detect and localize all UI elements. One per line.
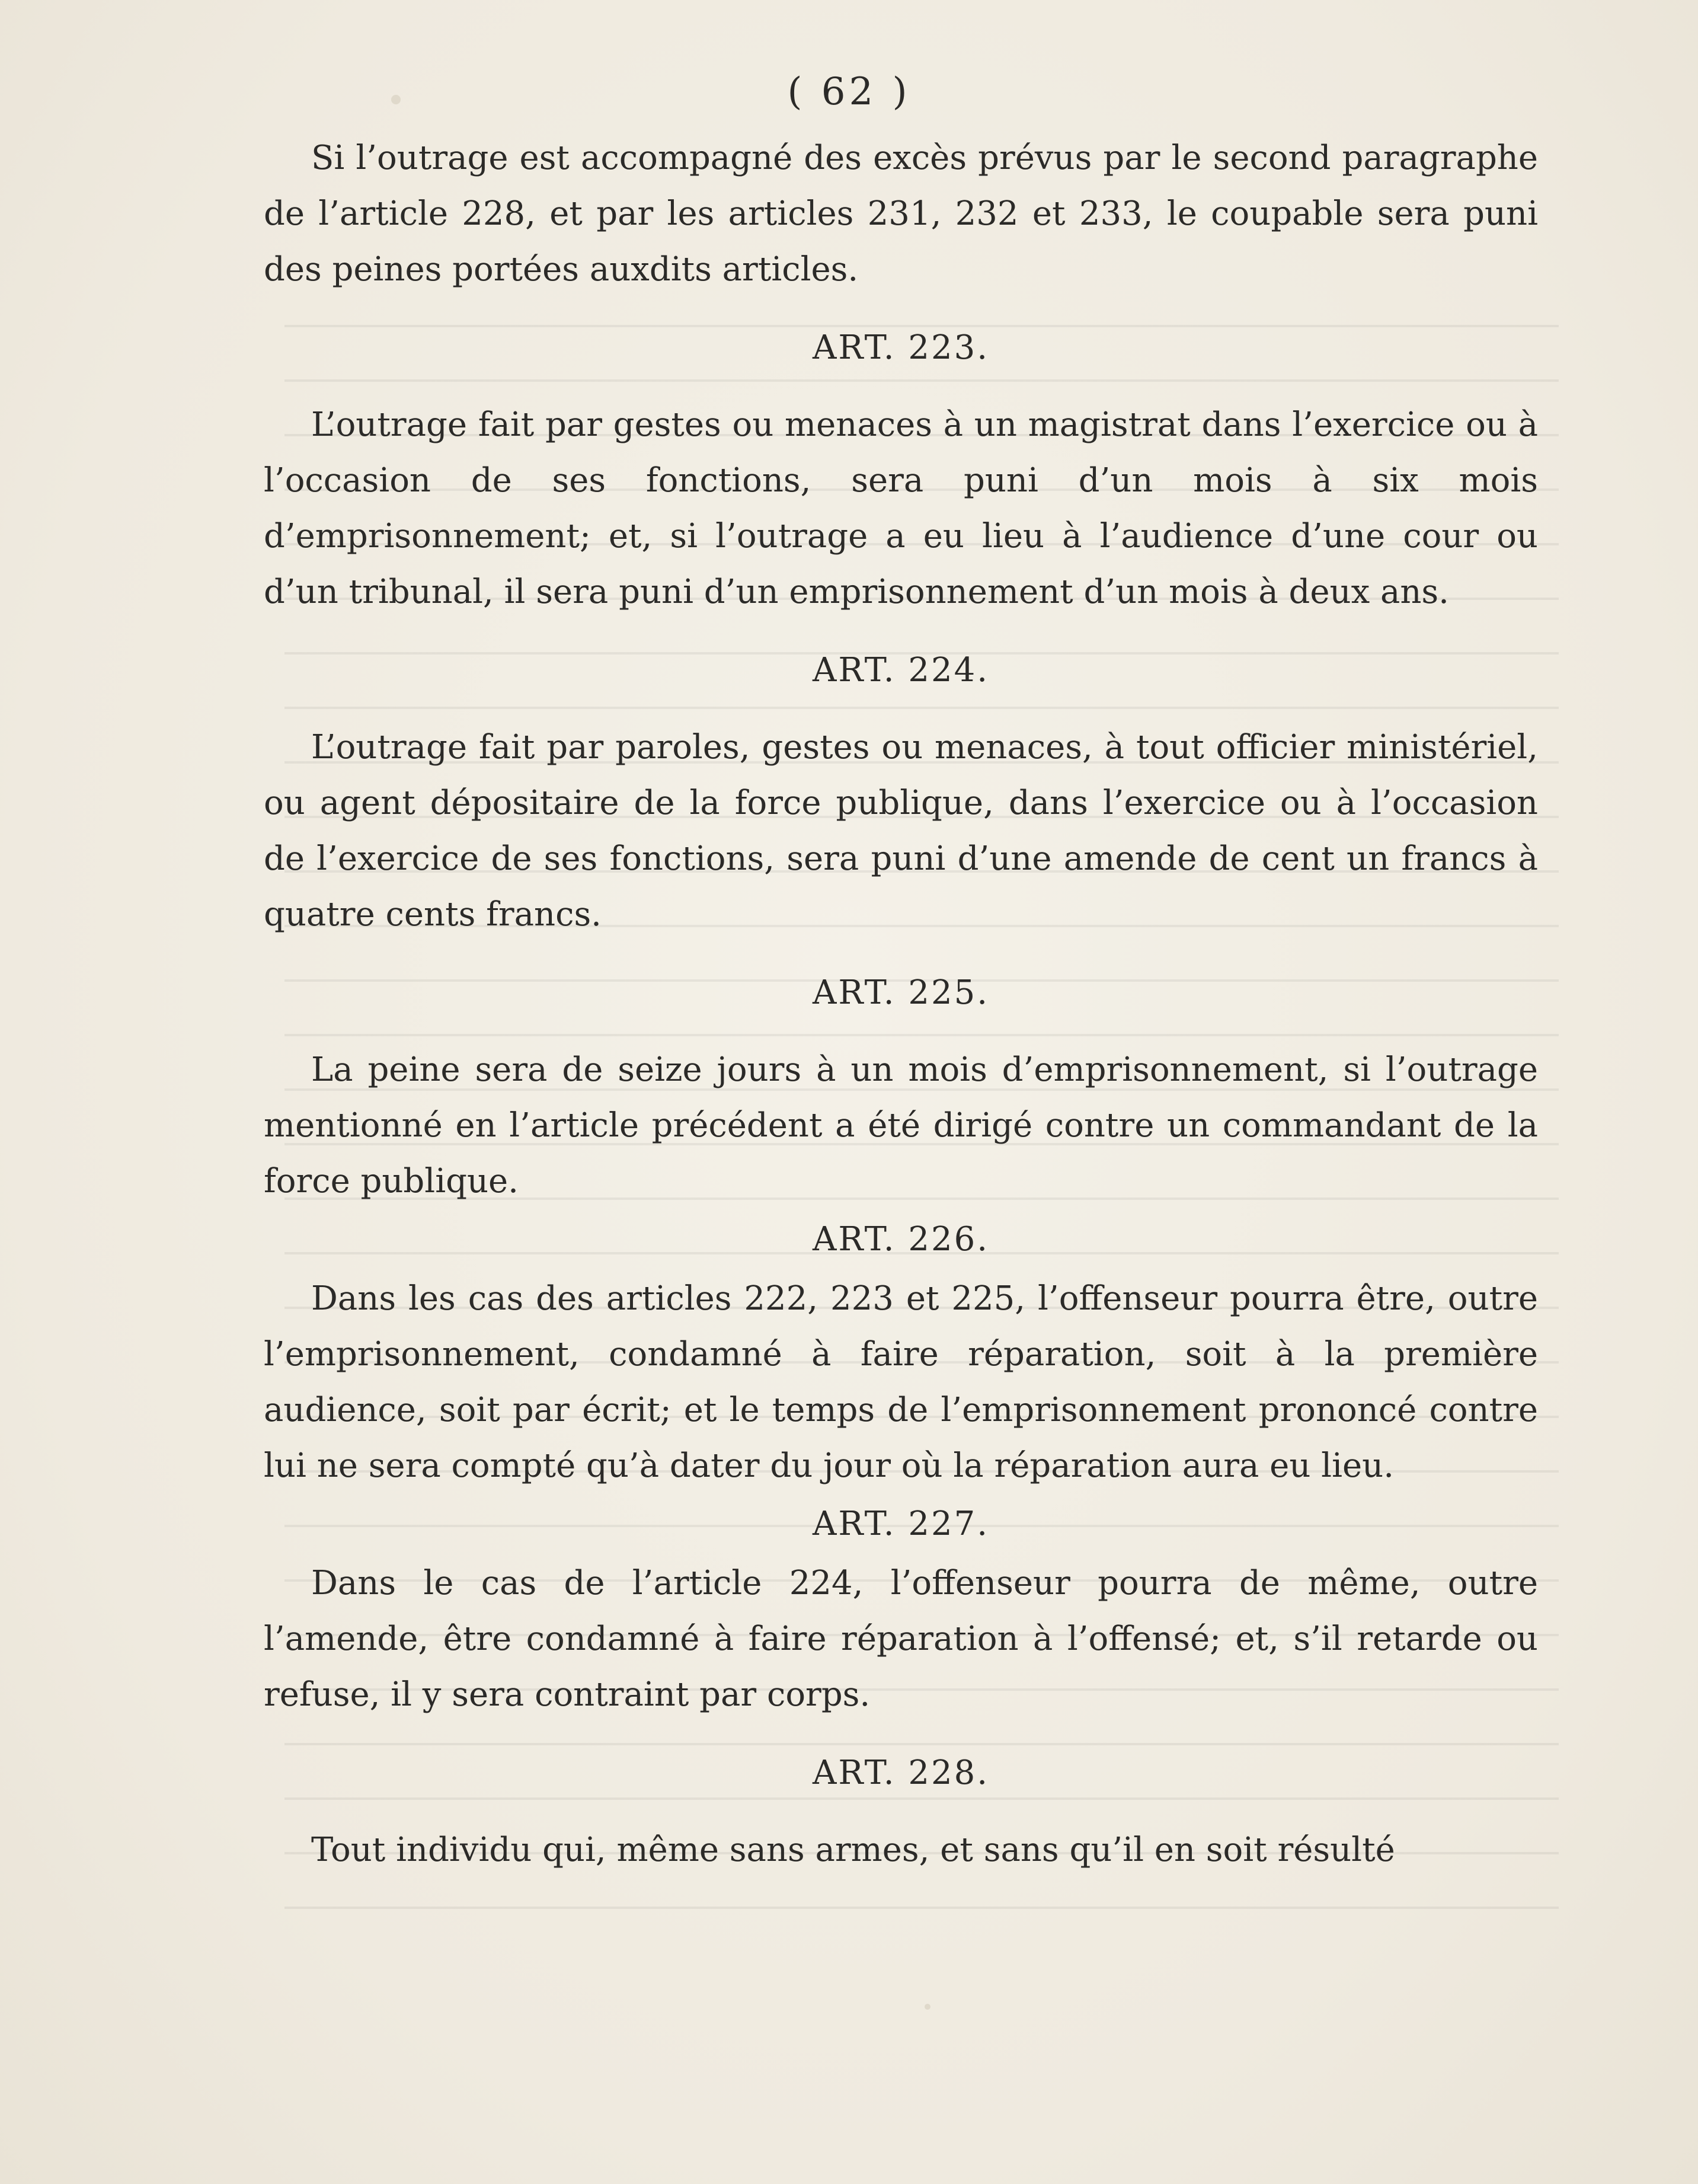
article-heading-228: ART. 228. — [812, 1754, 990, 1792]
foxing-spot — [925, 2004, 930, 2010]
article-heading-223: ART. 223. — [812, 328, 990, 367]
article-heading-226: ART. 226. — [812, 1220, 990, 1259]
paragraph-article-228: Tout individu qui, même sans armes, et sans qu’il en soit résulté — [311, 1831, 1395, 1869]
article-heading-225: ART. 225. — [812, 973, 990, 1012]
paragraph-article-227: Dans le cas de l’article 224, l’offenseur pourra de même, outre l’amende, être condamné à faire réparation à l’offensé; et, s’il retarde ou refuse, il y sera contraint par corps. — [264, 1564, 1538, 1714]
page-number: ( 62 ) — [787, 70, 911, 114]
body-text — [264, 130, 1538, 1878]
paragraph-article-226: Dans les cas des articles 222, 223 et 225, l’offenseur pourra être, outre l’emprisonnement, condamné à faire réparation, soit à la première audience, soit par écrit; et le temps de l’emprisonnement prononcé contre lui ne sera compté qu’à dater du jour où la réparation aura eu lieu. — [264, 1279, 1538, 1485]
article-heading-224: ART. 224. — [812, 651, 990, 689]
paragraph-continued: Si l’outrage est accompagné des excès prévus par le second paragraphe de l’article 228, et par les articles 231, 232 et 233, le coupable sera puni des peines portées auxdits articles. — [264, 139, 1538, 289]
article-heading-227: ART. 227. — [812, 1505, 990, 1543]
paragraph-article-224: L’outrage fait par paroles, gestes ou menaces, à tout officier ministériel, ou agent dépositaire de la force publique, dans l’exercice ou à l’occasion de l’exercice de ses fonctions, sera puni d’une amende de cent un francs à quatre cents francs. — [264, 728, 1538, 934]
paragraph-article-225: La peine sera de seize jours à un mois d’emprisonnement, si l’outrage mentionné en l’article précédent a été dirigé contre un commandant de la force publique. — [264, 1051, 1538, 1200]
paragraph-article-223: L’outrage fait par gestes ou menaces à un magistrat dans l’exercice ou à l’occasion de ses fonctions, sera puni d’un mois à six mois d’emprisonnement; et, si l’outrage a eu lieu à l’audience d’une cour ou d’un tribunal, il sera puni d’un emprisonnement d’un mois à deux ans. — [264, 405, 1538, 611]
